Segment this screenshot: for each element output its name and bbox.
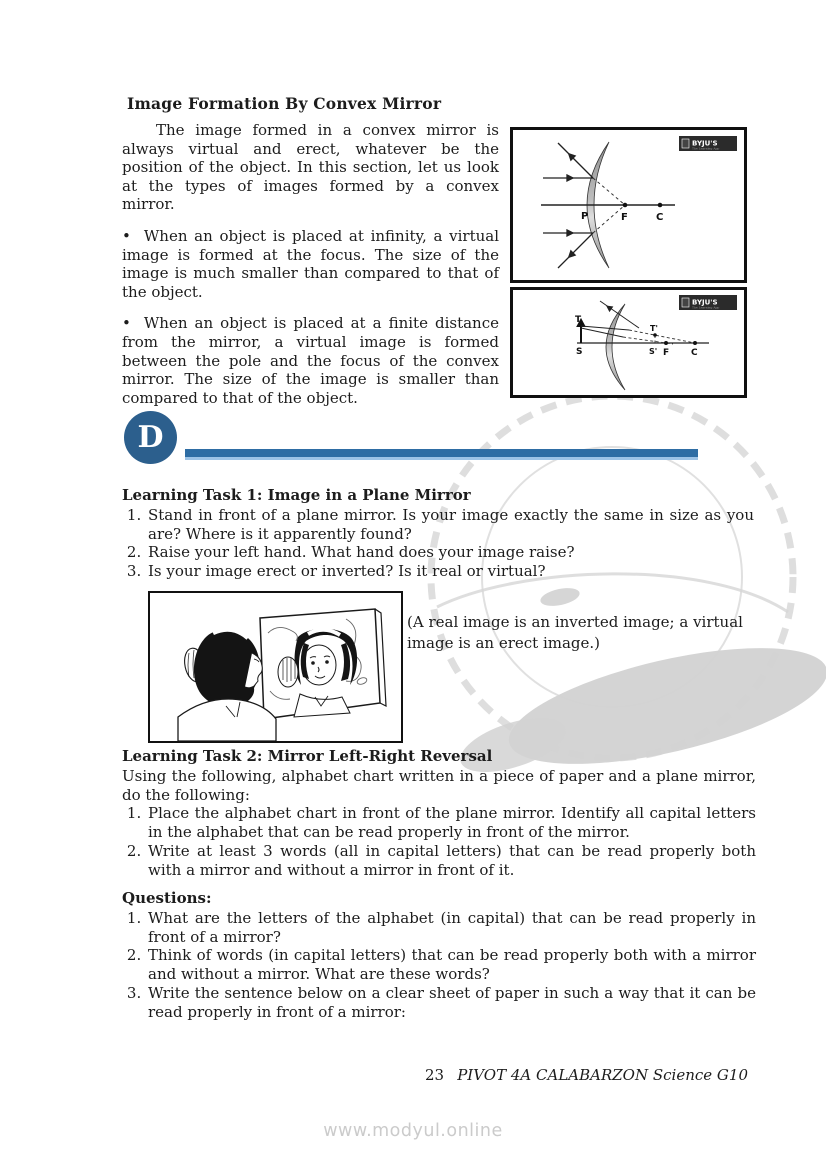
list-item: 3. Is your image erect or inverted? Is it real or virtual?	[146, 562, 754, 581]
byjus-logo-text: BYJU'S	[692, 139, 718, 148]
object-top-label: T	[575, 315, 582, 325]
list-item: 1. What are the letters of the alphabet (in capital) that can be read properly in front of a mirror?	[146, 909, 756, 947]
center-label: C	[656, 212, 664, 223]
list-item: 1. Stand in front of a plane mirror. Is your image exactly the same in size as you are? Where is it apparently found?	[146, 506, 754, 544]
learning-task-2-title: Learning Task 2: Mirror Left-Right Reversal	[122, 747, 493, 765]
list-item: 3. Write the sentence below on a clear sheet of paper in such a way that it can be read properly in front of a mirror:	[146, 984, 756, 1022]
byjus-logo-text: BYJU'S	[692, 298, 718, 307]
bullet-item	[122, 314, 499, 407]
image-top-label: T'	[650, 324, 658, 333]
bullet-icon: •	[122, 226, 131, 245]
object-base-label: S	[576, 347, 583, 357]
intro-column	[122, 121, 499, 420]
learning-task-2-intro: Using the following, alphabet chart written in a piece of paper and a plane mirror, do the following:	[122, 766, 756, 804]
focus-label: F	[621, 212, 628, 223]
page-number: 23	[425, 1066, 445, 1084]
convex-mirror-diagram-2	[510, 287, 747, 398]
real-vs-virtual-note: (A real image is an inverted image; a virtual image is an erect image.)	[407, 613, 743, 652]
byjus-tagline-text: The Learning App	[692, 146, 720, 151]
list-item: 1. Place the alphabet chart in front of the plane mirror. Identify all capital letters in the alphabet that can be read properly in front of the mirror.	[146, 804, 756, 842]
page-footer	[122, 1066, 748, 1086]
center-label: C	[691, 348, 698, 358]
learning-task-1-list	[122, 506, 754, 581]
bullet-icon: •	[122, 314, 131, 333]
bullet-item	[122, 227, 499, 301]
bullet-text: When an object is placed at infinity, a virtual image is formed at the focus. The size of the image is much smaller than compared to that of the object.	[122, 226, 499, 301]
convex-mirror-diagram-1	[510, 127, 747, 283]
byjus-logo	[679, 295, 737, 310]
bullet-text: When an object is placed at a finite distance from the mirror, a virtual image is formed between the pole and the focus of the convex mirror. The size of the image is smaller than compared to that of the object.	[122, 314, 499, 407]
section-title: Image Formation By Convex Mirror	[127, 94, 442, 113]
learning-task-2-list	[122, 804, 756, 879]
focus-label: F	[663, 348, 670, 358]
pole-label: P	[581, 211, 589, 222]
list-item: 2. Think of words (in capital letters) that can be read properly both with a mirror and without a mirror. What are these words?	[146, 946, 756, 984]
section-divider-bar	[185, 449, 698, 460]
byjus-logo	[679, 136, 737, 151]
site-watermark: www.modyul.online	[323, 1121, 503, 1141]
learning-task-1-title: Learning Task 1: Image in a Plane Mirror	[122, 486, 471, 504]
byjus-tagline-text: The Learning App	[692, 305, 720, 310]
mirror-illustration	[148, 591, 403, 743]
learning-task-1	[122, 486, 754, 581]
learning-task-2	[122, 747, 756, 880]
questions-section	[122, 889, 756, 1022]
intro-paragraph: The image formed in a convex mirror is always virtual and erect, whatever be the position of the object. In this section, let us look at the types of images formed by a convex mirror.	[122, 121, 499, 214]
list-item: 2. Raise your left hand. What hand does your image raise?	[146, 543, 754, 562]
list-item: 2. Write at least 3 words (all in capital letters) that can be read properly both with a mirror and without a mirror in front of it.	[146, 842, 756, 880]
edition-title: PIVOT 4A CALABARZON Science G10	[457, 1066, 748, 1084]
questions-title: Questions:	[122, 889, 212, 907]
image-base-label: S'	[649, 347, 658, 356]
section-d-badge: D	[124, 411, 177, 464]
questions-list	[122, 909, 756, 1022]
